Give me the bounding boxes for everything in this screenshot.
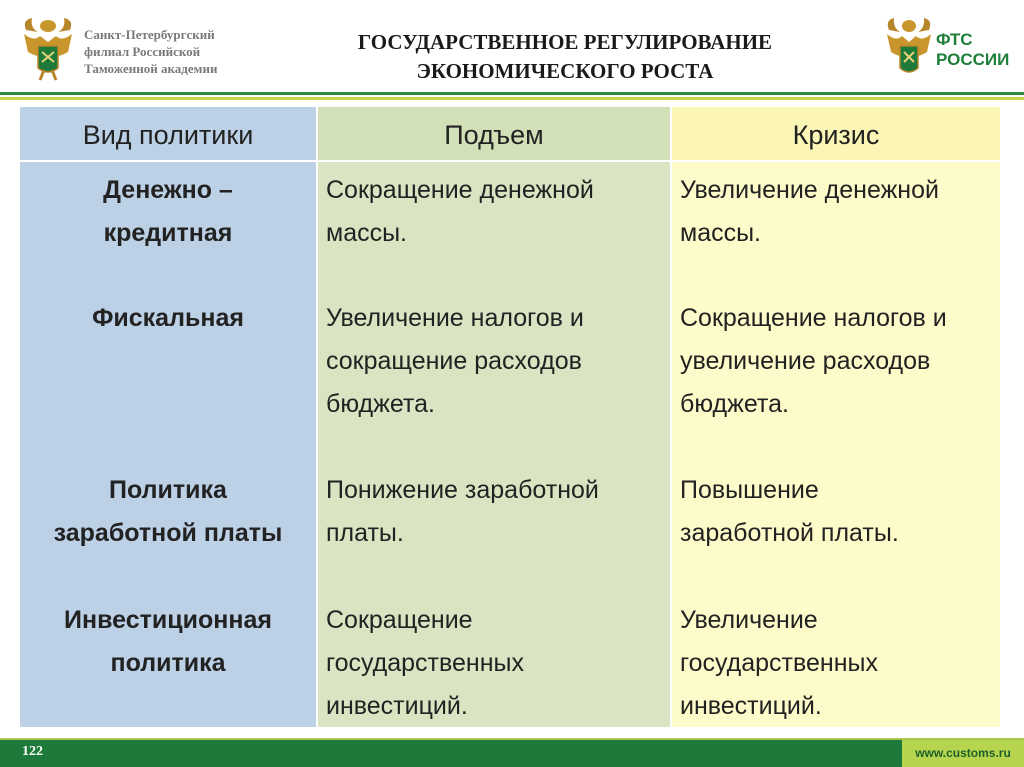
cell-line: массы.: [680, 219, 762, 247]
footer-url[interactable]: www.customs.ru: [902, 740, 1024, 767]
branch-name: [84, 26, 254, 77]
crisis-cell-wage: [680, 469, 998, 555]
policy-table: [20, 107, 1000, 727]
cell-line: инвестиций.: [680, 692, 822, 720]
header-label: Кризис: [792, 120, 880, 150]
rise-cell-investment: [326, 599, 666, 728]
header-label: Вид политики: [82, 120, 254, 150]
slide-footer: [0, 740, 1024, 767]
cell-line: платы.: [326, 519, 404, 547]
slide-header: [0, 0, 1024, 95]
cell-line: государственных: [326, 649, 524, 677]
cell-line: бюджета.: [680, 390, 789, 418]
cell-line: заработной платы.: [680, 519, 899, 547]
rise-column: [318, 107, 670, 727]
cell-line: Увеличение налогов и: [326, 304, 584, 332]
cell-line: Увеличение денежной: [680, 176, 939, 204]
cell-line: инвестиций.: [326, 692, 468, 720]
slide-title: [300, 28, 830, 86]
header-cell-crisis: [672, 107, 1000, 162]
cell-line: Сокращение: [326, 606, 473, 634]
cell-line: сокращение расходов: [326, 347, 582, 375]
page-number: 122: [22, 744, 43, 759]
cell-line: Сокращение налогов и: [680, 304, 947, 332]
policy-cell-wage: [30, 469, 306, 555]
header-divider-lime: [0, 97, 1024, 100]
branch-line: Санкт-Петербургский: [84, 27, 215, 42]
fts-logo-line: РОССИИ: [936, 50, 1010, 69]
cell-line: политика: [110, 649, 226, 677]
cell-line: Денежно –: [103, 176, 233, 204]
cell-line: Повышение: [680, 476, 819, 504]
cell-line: государственных: [680, 649, 878, 677]
fts-eagle-emblem-icon: [884, 12, 934, 82]
crisis-column: [672, 107, 1000, 727]
fts-logo-text: [936, 30, 1016, 70]
double-headed-eagle-emblem-icon: [20, 12, 76, 82]
fts-logo-line: ФТС: [936, 30, 973, 49]
title-line: ЭКОНОМИЧЕСКОГО РОСТА: [416, 59, 714, 83]
header-label: Подъем: [444, 120, 544, 150]
cell-line: Фискальная: [92, 304, 244, 332]
rise-cell-monetary: [326, 169, 666, 255]
header-divider-green: [0, 92, 1024, 95]
branch-line: филиал Российской: [84, 44, 201, 59]
branch-line: Таможенной академии: [84, 61, 218, 76]
policy-type-column: [20, 107, 316, 727]
policy-cell-fiscal: [30, 297, 306, 340]
cell-line: кредитная: [103, 219, 233, 247]
crisis-cell-fiscal: [680, 297, 998, 426]
cell-line: Увеличение: [680, 606, 818, 634]
cell-line: Понижение заработной: [326, 476, 599, 504]
cell-line: заработной платы: [53, 519, 283, 547]
header-cell-policy-type: [20, 107, 316, 162]
cell-line: массы.: [326, 219, 408, 247]
cell-line: Политика: [109, 476, 227, 504]
policy-cell-investment: [30, 599, 306, 685]
cell-line: Инвестиционная: [64, 606, 272, 634]
header-cell-rise: [318, 107, 670, 162]
policy-cell-monetary: [30, 169, 306, 255]
rise-cell-fiscal: [326, 297, 666, 426]
title-line: ГОСУДАРСТВЕННОЕ РЕГУЛИРОВАНИЕ: [357, 30, 773, 54]
cell-line: бюджета.: [326, 390, 435, 418]
rise-cell-wage: [326, 469, 666, 555]
crisis-cell-investment: [680, 599, 998, 728]
cell-line: увеличение расходов: [680, 347, 931, 375]
crisis-cell-monetary: [680, 169, 998, 255]
cell-line: Сокращение денежной: [326, 176, 594, 204]
